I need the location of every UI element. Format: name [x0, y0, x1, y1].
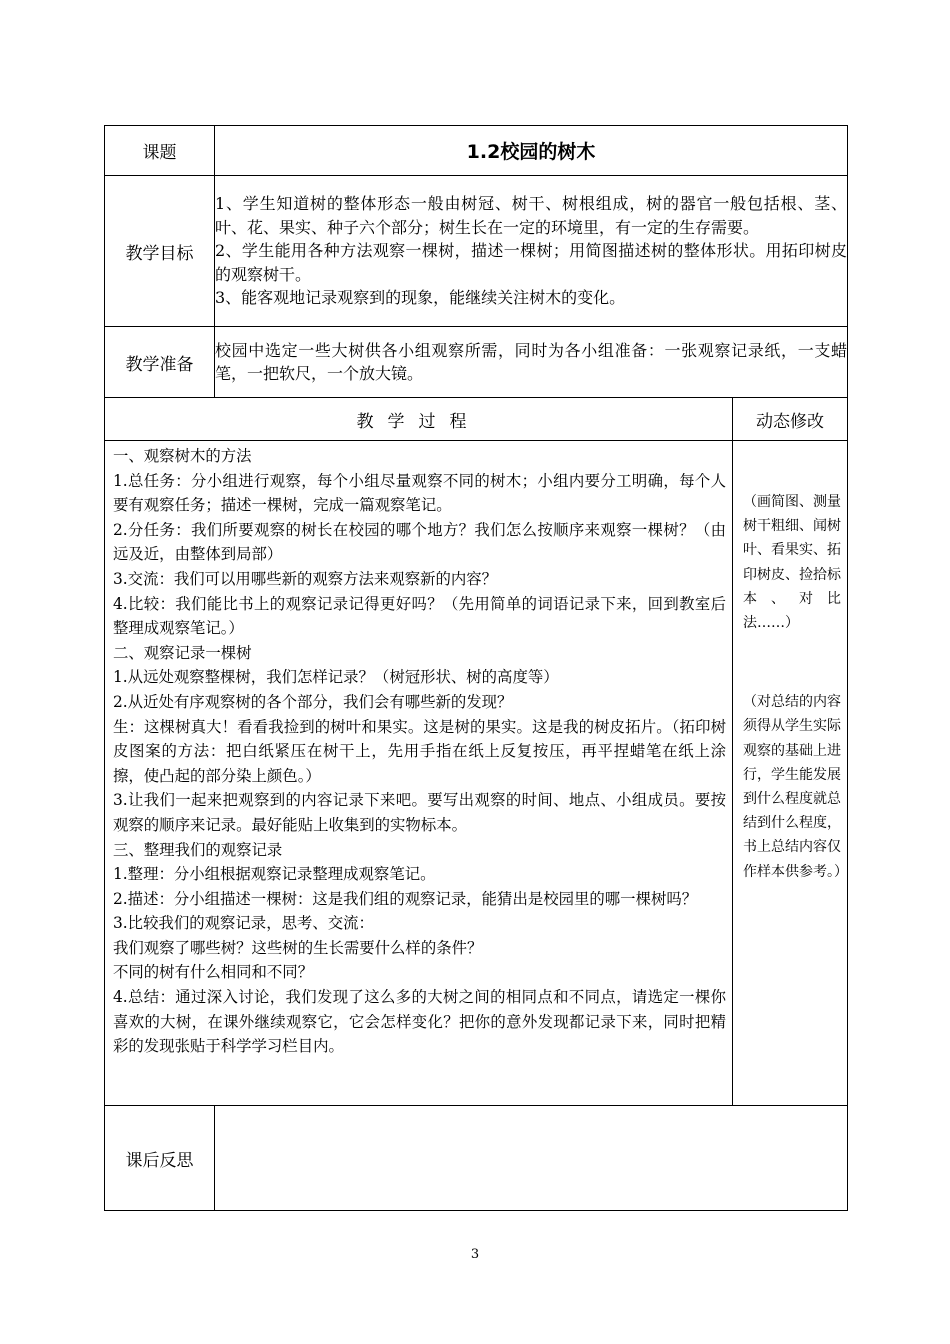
reflect-row: [105, 1106, 848, 1211]
process-line: 不同的树有什么相同和不同？: [113, 963, 314, 982]
goal-item: 1、学生知道树的整体形态一般由树冠、树干、树根组成，树的器官一般包括根、茎、叶、花、果实、种子六个部分；树生长在一定的环境里，有一定的生存需要。: [215, 194, 848, 237]
process-header: 教学过程: [105, 398, 733, 441]
page-number: 3: [470, 1247, 480, 1262]
process-line: 二、观察记录一棵树: [113, 643, 252, 662]
process-line: 生：这棵树真大！看看我捡到的树叶和果实。这是树的果实。这是我的树皮拓片。（拓印树皮图案的方法：把白纸紧压在树干上，先用手指在纸上反复按压，再平捏蜡笔在纸上涂擦，使凸起的部分染上颜色。）: [113, 717, 726, 785]
reflect-label: 课后反思: [105, 1106, 215, 1211]
process-line: 1.从远处观察整棵树，我们怎样记录？（树冠形状、树的高度等）: [113, 668, 559, 687]
process-line: 2.描述：分小组描述一棵树：这是我们组的观察记录，能猜出是校园里的哪一棵树吗？: [113, 889, 698, 908]
lesson-plan-table: [104, 125, 848, 1211]
goal-item: 2、学生能用各种方法观察一棵树，描述一棵树；用简图描述树的整体形状。用拓印树皮的观察树干。: [215, 241, 848, 284]
prep-text: 校园中选定一些大树供各小组观察所需，同时为各小组准备：一张观察记录纸，一支蜡笔，一把软尺，一个放大镜。: [215, 327, 848, 398]
process-line: 三、整理我们的观察记录: [113, 840, 283, 859]
process-line: 一、观察树木的方法: [113, 447, 252, 465]
topic-row: [105, 126, 848, 176]
process-line: 1.总任务：分小组进行观察，每个小组尽量观察不同的树木；小组内要分工明确，每个人要有观察任务；描述一棵树，完成一篇观察笔记。: [113, 471, 726, 515]
goals-cell: [215, 176, 848, 327]
process-line: 3.比较我们的观察记录，思考、交流：: [113, 914, 374, 933]
process-line: 2.从近处有序观察树的各个部分，我们会有哪些新的发现？: [113, 692, 513, 711]
process-row: [105, 441, 848, 1106]
goals-row: [105, 176, 848, 327]
process-cell: [105, 441, 733, 1106]
process-header-row: [105, 398, 848, 441]
process-line: 1.整理：分小组根据观察记录整理成观察笔记。: [113, 865, 436, 884]
topic-label: 课题: [105, 126, 215, 176]
revise-note-summary: （对总结的内容须得从学生实际观察的基础上进行，学生能发展到什么程度就总结到什么程度，书上总结内容仅作样本供参考。）: [743, 694, 848, 880]
revise-cell: [733, 441, 848, 1106]
process-line: 3.让我们一起来把观察到的内容记录下来吧。要写出观察的时间、地点、小组成员。要按观察的顺序来记录。最好能贴上收集到的实物标本。: [113, 791, 726, 834]
reflect-cell: [215, 1106, 848, 1211]
revise-header: 动态修改: [733, 398, 848, 441]
goal-item: 3、能客观地记录观察到的现象，能继续关注树木的变化。: [215, 288, 626, 308]
process-line: 4.总结：通过深入讨论，我们发现了这么多的大树之间的相同点和不同点，请选定一棵你喜欢的大树，在课外继续观察它，它会怎样变化？把你的意外发现都记录下来，同时把精彩的发现张贴于科学学习栏目内。: [113, 988, 726, 1056]
goals-label: 教学目标: [105, 176, 215, 327]
prep-label: 教学准备: [105, 327, 215, 398]
process-line: 3.交流：我们可以用哪些新的观察方法来观察新的内容？: [113, 569, 498, 588]
process-line: 2.分任务：我们所要观察的树长在校园的哪个地方？我们怎么按顺序来观察一棵树？（由远及近，由整体到局部）: [113, 520, 726, 564]
revise-note-methods: （画简图、测量树干粗细、闻树叶、看果实、拓印树皮、捡拾标本、对比法……）: [743, 494, 842, 632]
topic-title: 1.2校园的树木: [215, 126, 848, 176]
prep-row: [105, 327, 848, 398]
process-line: 4.比较：我们能比书上的观察记录记得更好吗？（先用简单的词语记录下来，回到教室后整理成观察笔记。）: [113, 594, 726, 638]
process-line: 我们观察了哪些树？这些树的生长需要什么样的条件？: [113, 938, 483, 957]
